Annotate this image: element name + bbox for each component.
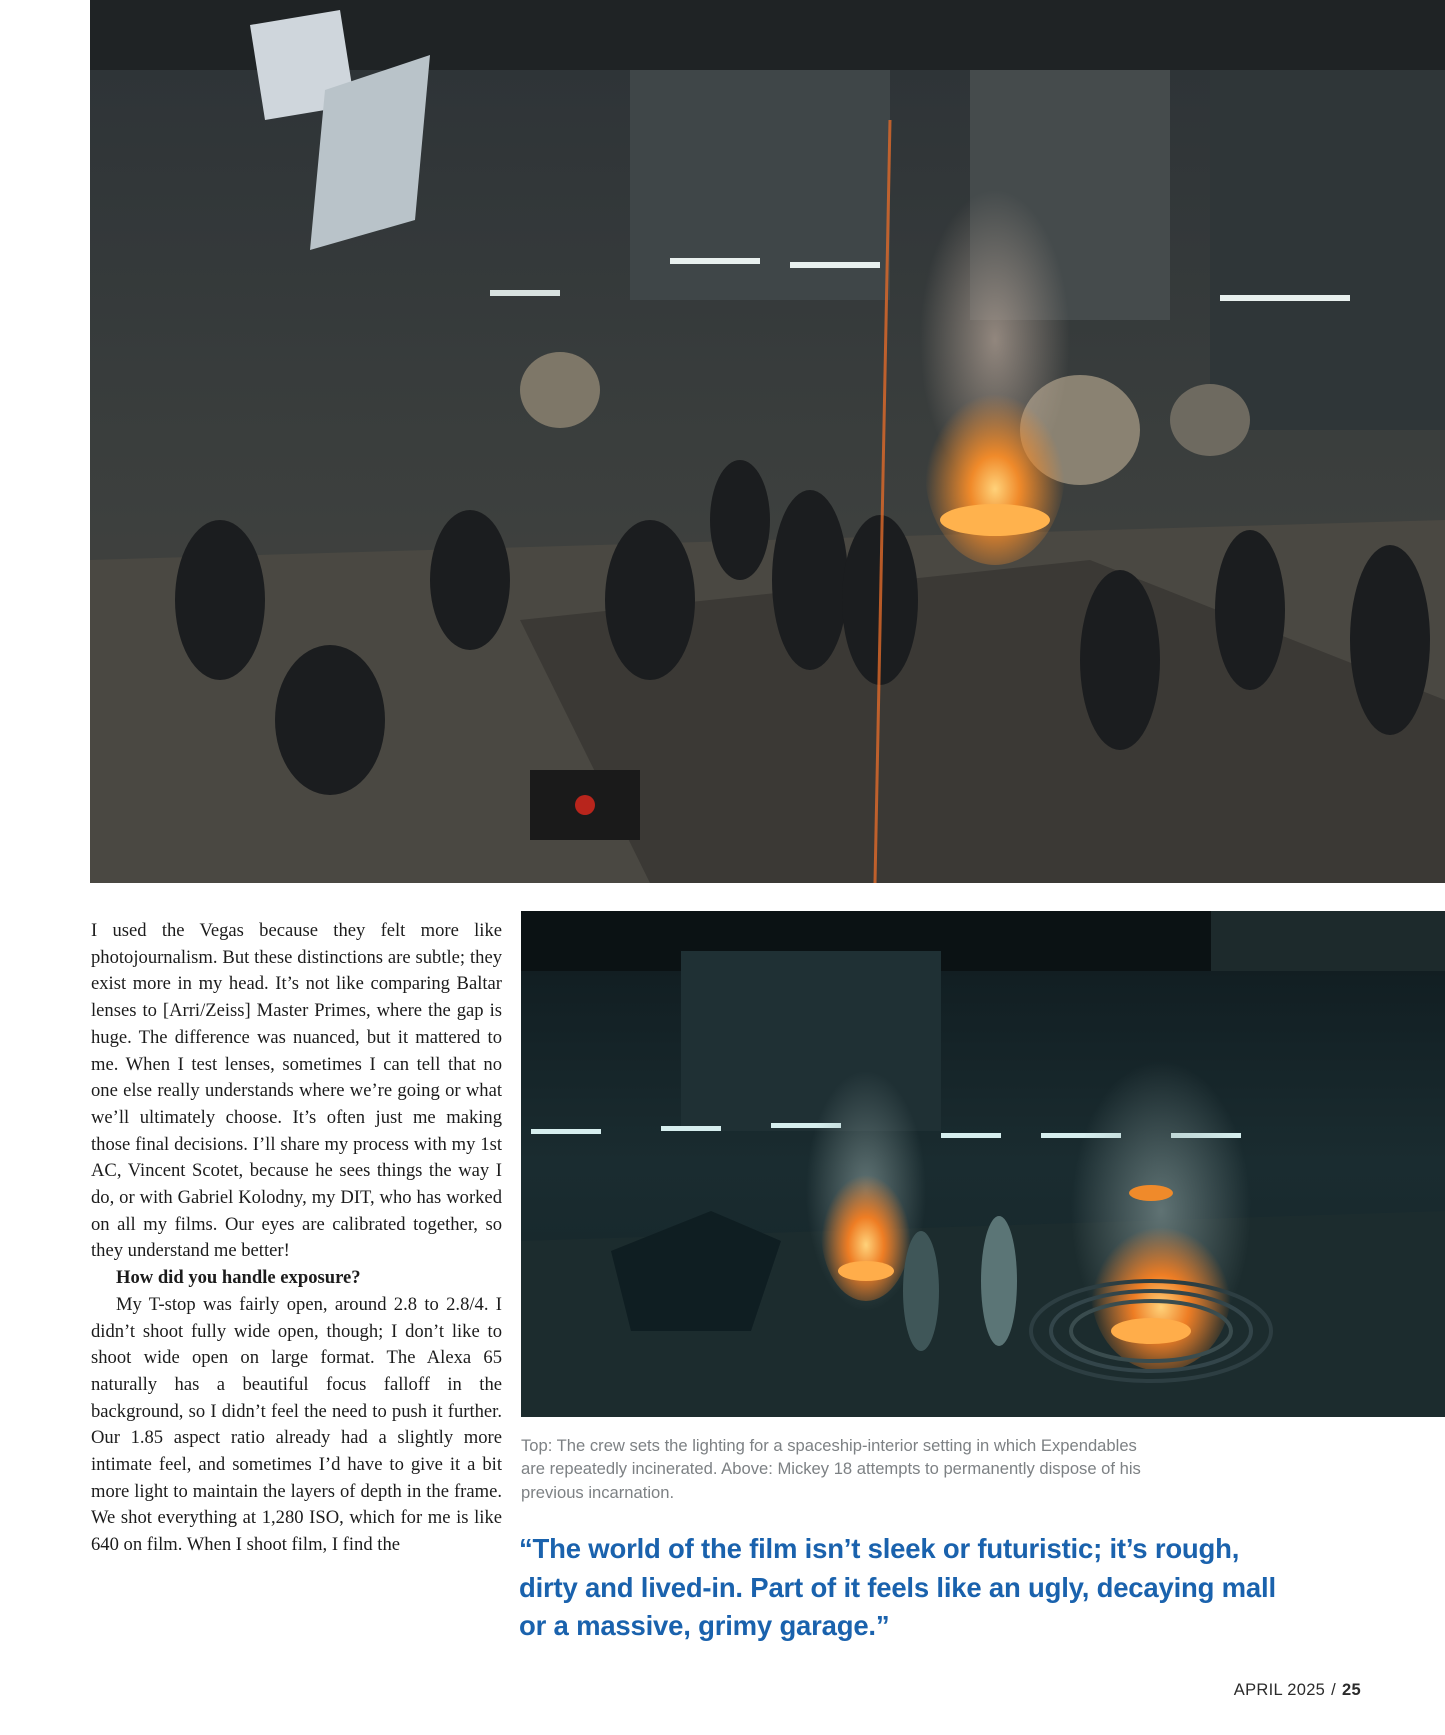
folio-separator: / (1331, 1681, 1337, 1699)
top-photo-illustration (90, 0, 1445, 883)
pull-quote: “The world of the film isn’t sleek or futuristic; it’s rough, dirty and lived-in. Part of it feels like an ugly, decaying mall or a massive, grimy garage.” (519, 1533, 1276, 1641)
article-body (91, 918, 502, 1559)
bottom-photo-illustration (521, 911, 1445, 1417)
top-photo (90, 0, 1445, 883)
bottom-photo (521, 911, 1445, 1417)
page-number: 25 (1342, 1681, 1361, 1699)
photo-caption: Top: The crew sets the lighting for a spaceship-interior setting in which Expendables are repeatedly incinerated. Above: Mickey 18 attempts to permanently dispose of his previous incarnation. (521, 1436, 1141, 1502)
article-paragraph: I used the Vegas because they felt more like photojournalism. But these distinctions are subtle; they exist more in my head. It’s not like comparing Baltar lenses to [Arri/Zeiss] Master Primes, where the gap is huge. The difference was nuanced, but it mattered to me. When I test lenses, sometimes I can tell that no one else really understands where we’re going or what we’ll ultimately choose. It’s often just me making those final decisions. I’ll share my process with my 1st AC, Vincent Scotet, because he sees things the way I do, or with Gabriel Kolodny, my DIT, who has worked on all my films. Our eyes are calibrated together, so they understand me better! (91, 920, 502, 1262)
page-folio (1234, 1681, 1361, 1700)
issue-date: APRIL 2025 (1233, 1681, 1326, 1699)
interview-question: How did you handle exposure? (116, 1267, 361, 1289)
article-paragraph: My T-stop was fairly open, around 2.8 to 2.8/4. I didn’t shoot fully wide open, though; I don’t like to shoot wide open on large format. The Alexa 65 naturally has a beautiful focus falloff in the background, so I didn’t feel the need to push it further. Our 1.85 aspect ratio already had a slightly more intimate feel, and sometimes I’d have to give it a bit more light to maintain the layers of depth in the frame. We shot everything at 1,280 ISO, which for me is like 640 on film. When I shoot film, I find the (91, 1293, 502, 1556)
